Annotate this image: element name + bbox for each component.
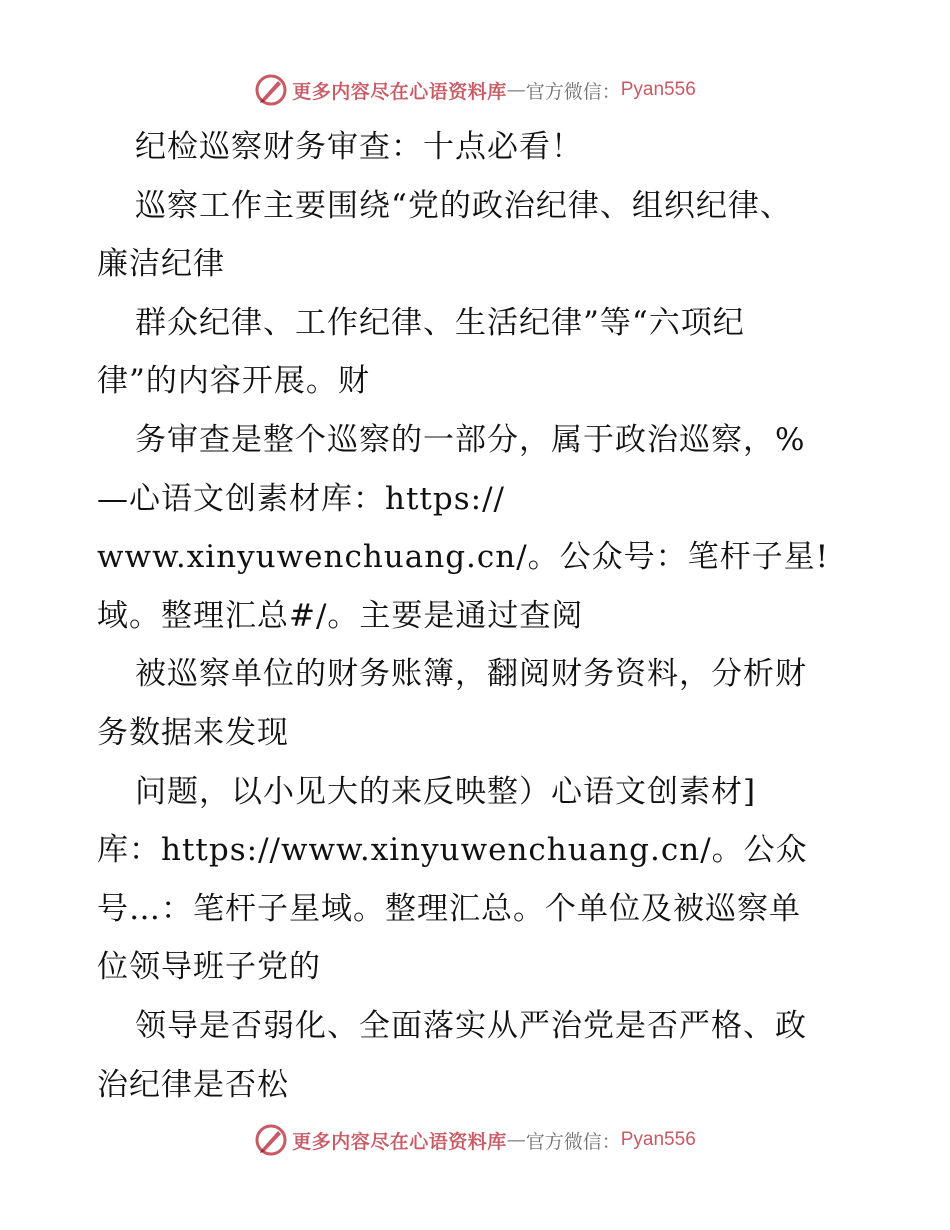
header-wechat-id: Pyan556 xyxy=(620,79,696,100)
paragraph-line: 巡察工作主要围绕“党的政治纪律、组织纪律、 xyxy=(135,187,792,224)
footer-brand-text: 更多内容尽在心语资料库 xyxy=(292,1130,507,1153)
paragraph-line: 务审查是整个巡察的一部分，属于政治巡察，% xyxy=(135,421,806,458)
paragraph-line: 律”的内容开展。财 xyxy=(97,363,370,400)
paragraph-line: 务数据来发现 xyxy=(97,714,289,751)
footer-banner xyxy=(0,1120,950,1160)
paragraph-line: www.xinyuwenchuang.cn/。公众号：笔杆子星! xyxy=(97,539,830,576)
paragraph-line: 号…：笔杆子星域。整理汇总。个单位及被巡察单 xyxy=(97,890,801,927)
paragraph-line: 治纪律是否松 xyxy=(97,1066,289,1103)
footer-wechat-label: 官方微信： xyxy=(525,1130,621,1153)
footer-wechat-id: Pyan556 xyxy=(620,1129,696,1150)
header-wechat-label: 官方微信： xyxy=(525,80,621,103)
header-brand-text: 更多内容尽在心语资料库 xyxy=(292,80,507,103)
paragraph-line: 域。整理汇总#/。主要是通过查阅 xyxy=(97,597,584,634)
document-title-line: 纪检巡察财务审查：十点必看！ xyxy=(135,129,583,165)
footer-dash: — xyxy=(506,1129,526,1151)
paragraph-line: 廉洁纪律 xyxy=(97,246,225,283)
paragraph-line: 领导是否弱化、全面落实从严治党是否严格、政 xyxy=(135,1007,807,1044)
paragraph-line: 库：https://www.xinyuwenchuang.cn/。公众 xyxy=(97,832,808,869)
paragraph-line: 被巡察单位的财务账簿，翻阅财务资料，分析财 xyxy=(135,656,807,693)
header-dash: — xyxy=(506,79,526,101)
document-body xyxy=(97,118,867,1114)
paragraph-line: —心语文创素材库：https:// xyxy=(97,480,505,517)
paragraph-line: 群众纪律、工作纪律、生活纪律”等“六项纪 xyxy=(135,304,745,341)
quill-logo-icon xyxy=(254,1123,288,1157)
paragraph-line: 问题，以小见大的来反映整）心语文创素材] xyxy=(135,773,757,810)
header-banner xyxy=(0,70,950,110)
quill-logo-icon xyxy=(254,73,288,107)
paragraph-line: 位领导班子党的 xyxy=(97,949,321,986)
